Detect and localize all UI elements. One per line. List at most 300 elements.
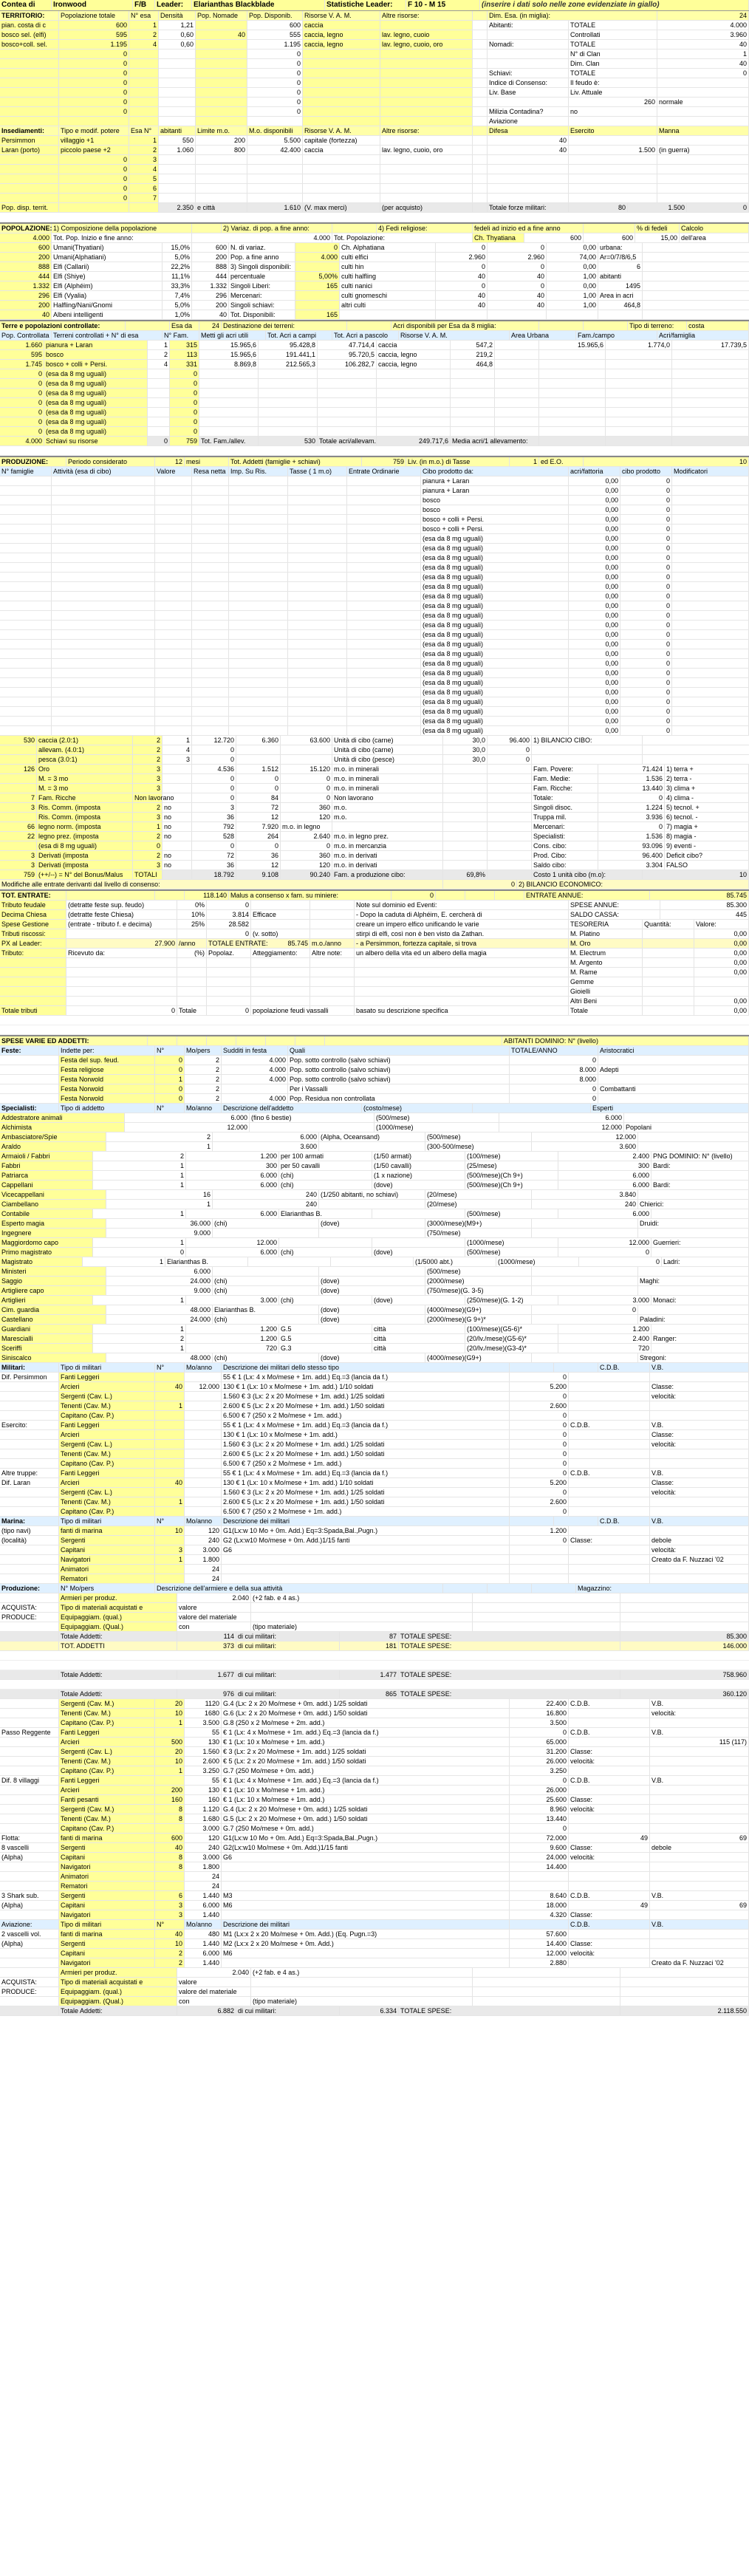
- cell[interactable]: [196, 78, 247, 87]
- cell[interactable]: [380, 21, 473, 30]
- cell[interactable]: [155, 1411, 185, 1420]
- cell[interactable]: 66: [0, 822, 37, 831]
- cell[interactable]: (esa da 8 mg uguali): [44, 369, 148, 378]
- cell[interactable]: [155, 1373, 185, 1381]
- cell: [473, 1997, 620, 2006]
- cell[interactable]: (esa da 8 mg uguali): [44, 389, 148, 397]
- cell[interactable]: 8: [155, 1814, 185, 1823]
- cell[interactable]: [303, 69, 380, 78]
- cell[interactable]: [0, 88, 59, 97]
- sheet-row: [0, 1382, 749, 1392]
- cell[interactable]: [303, 107, 380, 116]
- cell[interactable]: [66, 968, 177, 977]
- cell[interactable]: piccolo paese +2: [59, 146, 129, 154]
- cell[interactable]: [155, 1507, 185, 1516]
- cell[interactable]: (%): [177, 949, 207, 957]
- cell[interactable]: 1.660: [0, 341, 44, 349]
- cell[interactable]: [380, 98, 473, 106]
- cell[interactable]: 0: [59, 155, 129, 164]
- cell[interactable]: 2: [106, 1132, 213, 1141]
- cell[interactable]: 1: [93, 1296, 186, 1305]
- cell[interactable]: Tipo di materiali acquistati e: [59, 1978, 177, 1986]
- cell[interactable]: [129, 49, 159, 58]
- cell[interactable]: (detratte feste Chiesa): [66, 910, 177, 919]
- cell[interactable]: 1: [155, 1075, 185, 1084]
- cell[interactable]: TOTALI: [133, 870, 163, 879]
- cell[interactable]: 1: [129, 136, 159, 145]
- cell: [539, 379, 606, 388]
- cell[interactable]: 1: [93, 1181, 186, 1189]
- cell[interactable]: caccia: [303, 21, 380, 30]
- cell[interactable]: 8: [155, 1862, 185, 1871]
- cell[interactable]: [129, 98, 159, 106]
- cell[interactable]: [0, 107, 59, 116]
- cell[interactable]: [380, 59, 473, 68]
- cell[interactable]: [0, 98, 59, 106]
- cell[interactable]: 444: [0, 272, 52, 281]
- cell[interactable]: [66, 987, 177, 996]
- cell[interactable]: Tipo di materiali acquistati e: [59, 1603, 177, 1612]
- cell[interactable]: 10: [155, 1709, 185, 1718]
- cell[interactable]: 48.000: [106, 1353, 213, 1362]
- cell[interactable]: /anno: [177, 939, 207, 948]
- cell[interactable]: [0, 165, 59, 174]
- cell[interactable]: 2: [93, 1152, 186, 1161]
- cell[interactable]: 1: [93, 1161, 186, 1170]
- cell[interactable]: Pop. disp. territ.: [0, 203, 59, 212]
- cell[interactable]: 2: [155, 1958, 185, 1967]
- cell[interactable]: bosco+coll. sel.: [0, 40, 59, 49]
- cell[interactable]: 4: [129, 165, 159, 174]
- cell[interactable]: 0: [59, 69, 129, 78]
- cell[interactable]: [129, 78, 159, 87]
- cell[interactable]: 200: [0, 253, 52, 262]
- cell[interactable]: 296: [0, 291, 52, 300]
- cell[interactable]: Armieri per produz.: [59, 1593, 177, 1602]
- cell[interactable]: 1: [83, 1257, 165, 1266]
- cell[interactable]: 40: [155, 1382, 185, 1391]
- cell[interactable]: [66, 977, 177, 986]
- cell[interactable]: villaggio +1: [59, 136, 129, 145]
- cell[interactable]: caccia, legno: [303, 40, 380, 49]
- cell[interactable]: [155, 1459, 185, 1468]
- cell[interactable]: [196, 117, 247, 126]
- cell[interactable]: 6: [155, 1891, 185, 1900]
- cell[interactable]: 40: [196, 30, 247, 39]
- cell[interactable]: 0: [170, 408, 199, 417]
- cell[interactable]: 0: [0, 389, 44, 397]
- cell[interactable]: 1: [155, 1718, 185, 1727]
- cell[interactable]: 1.745: [0, 360, 44, 369]
- cell[interactable]: [155, 1488, 185, 1497]
- cell[interactable]: 0: [155, 1065, 185, 1074]
- cell[interactable]: [0, 49, 59, 58]
- cell[interactable]: 12.000: [125, 1123, 250, 1132]
- cell[interactable]: 0: [0, 398, 44, 407]
- cell[interactable]: 0: [0, 427, 44, 436]
- cell[interactable]: 2: [133, 736, 163, 745]
- cell[interactable]: [0, 78, 59, 87]
- cell: [569, 1565, 650, 1574]
- blank-row: [0, 446, 749, 456]
- cell[interactable]: [155, 1872, 185, 1881]
- cell[interactable]: (esa da 8 mg uguali): [44, 379, 148, 388]
- cell[interactable]: [0, 59, 59, 68]
- cell[interactable]: 1: [155, 1401, 185, 1410]
- cell[interactable]: Ricevuto da:: [66, 949, 177, 957]
- cell[interactable]: 0: [170, 379, 199, 388]
- cell[interactable]: [66, 997, 177, 1005]
- cell[interactable]: 2: [133, 851, 163, 860]
- cell[interactable]: 3: [0, 803, 37, 812]
- cell[interactable]: [129, 117, 159, 126]
- cell[interactable]: 2: [133, 803, 163, 812]
- cell[interactable]: [0, 745, 37, 754]
- cell[interactable]: 1: [155, 1555, 185, 1564]
- cell[interactable]: [155, 1882, 185, 1890]
- cell[interactable]: 200: [155, 1786, 185, 1794]
- cell[interactable]: (esa da 8 mg uguali): [44, 398, 148, 407]
- cell[interactable]: 4: [129, 40, 159, 49]
- cell[interactable]: 3: [0, 861, 37, 870]
- cell[interactable]: bosco + colli + Persi.: [44, 360, 148, 369]
- cell[interactable]: [177, 929, 207, 938]
- cell[interactable]: [0, 174, 59, 183]
- cell[interactable]: 2: [133, 832, 163, 841]
- cell[interactable]: [155, 1536, 185, 1545]
- cell[interactable]: 2: [93, 1334, 186, 1343]
- cell[interactable]: 600: [0, 243, 52, 252]
- cell[interactable]: 600: [155, 1834, 185, 1842]
- cell[interactable]: 48.000: [106, 1305, 213, 1314]
- cell[interactable]: [196, 107, 247, 116]
- cell[interactable]: 1: [93, 1325, 186, 1333]
- cell[interactable]: 160: [155, 1795, 185, 1804]
- cell[interactable]: 0: [155, 1056, 185, 1065]
- cell[interactable]: 1: [155, 1766, 185, 1775]
- cell[interactable]: 10: [155, 1757, 185, 1766]
- cell[interactable]: [155, 1776, 185, 1785]
- cell[interactable]: 27.900: [66, 939, 177, 948]
- cell[interactable]: Equipaggiam. (Qual.): [59, 1997, 177, 2006]
- cell[interactable]: 6.000: [125, 1113, 250, 1122]
- cell: [672, 496, 749, 505]
- cell[interactable]: Totale: [177, 1006, 207, 1015]
- cell[interactable]: 40: [155, 1478, 185, 1487]
- cell[interactable]: [66, 958, 177, 967]
- cell[interactable]: lav. legno, cuoio: [380, 30, 473, 39]
- cell[interactable]: 0: [0, 408, 44, 417]
- cell[interactable]: [177, 987, 207, 996]
- cell[interactable]: 4.000: [0, 437, 44, 445]
- cell[interactable]: 3: [133, 774, 163, 783]
- cell[interactable]: [177, 997, 207, 1005]
- cell[interactable]: 3: [133, 813, 163, 821]
- cell[interactable]: [129, 69, 159, 78]
- cell[interactable]: 3: [0, 851, 37, 860]
- cell[interactable]: pianura + Laran: [44, 341, 148, 349]
- cell[interactable]: 0: [59, 88, 129, 97]
- cell[interactable]: 3: [133, 765, 163, 773]
- sheet-row: [0, 1325, 749, 1334]
- cell[interactable]: 1: [93, 1238, 186, 1247]
- cell[interactable]: 0: [93, 1248, 186, 1257]
- cell[interactable]: [155, 1574, 185, 1583]
- cell[interactable]: [66, 929, 177, 938]
- cell[interactable]: 6: [129, 184, 159, 193]
- cell[interactable]: 3: [129, 155, 159, 164]
- cell[interactable]: 1: [155, 1497, 185, 1506]
- cell[interactable]: 1.332: [0, 281, 52, 290]
- cell[interactable]: 10%: [177, 910, 207, 919]
- cell[interactable]: [177, 968, 207, 977]
- cell: [185, 1401, 222, 1410]
- cell[interactable]: [129, 107, 159, 116]
- cell[interactable]: 759: [0, 870, 37, 879]
- cell[interactable]: 0%: [177, 901, 207, 909]
- cell[interactable]: Persimmon: [0, 136, 59, 145]
- cell[interactable]: 24.000: [106, 1315, 213, 1324]
- cell[interactable]: 0: [59, 107, 129, 116]
- cell[interactable]: [155, 1440, 185, 1449]
- cell: 6.500 € 7 (250 x 2 Mo/mese + 1m. add.): [222, 1411, 510, 1420]
- cell[interactable]: 0: [170, 369, 199, 378]
- cell[interactable]: [380, 117, 473, 126]
- cell[interactable]: [196, 49, 247, 58]
- cell: [347, 688, 421, 697]
- cell[interactable]: [196, 21, 247, 30]
- cell[interactable]: [129, 88, 159, 97]
- cell[interactable]: [0, 155, 59, 164]
- cell: [319, 1267, 425, 1276]
- cell[interactable]: 24.000: [106, 1277, 213, 1285]
- cell[interactable]: 315: [170, 341, 199, 349]
- cell[interactable]: 113: [170, 350, 199, 359]
- cell: (esa da 8 mg uguali): [421, 697, 569, 706]
- cell[interactable]: 0: [59, 174, 129, 183]
- cell[interactable]: 0: [170, 417, 199, 426]
- cell[interactable]: 3: [155, 1901, 185, 1910]
- cell[interactable]: 9.000: [106, 1286, 213, 1295]
- cell: G.4 (Lx: 2 x 20 Mo/mese + 0m. add.) 1/25 soldati: [222, 1699, 510, 1708]
- cell[interactable]: [380, 49, 473, 58]
- cell[interactable]: [380, 107, 473, 116]
- cell[interactable]: [177, 958, 207, 967]
- cell[interactable]: 0: [59, 98, 129, 106]
- cell[interactable]: [129, 59, 159, 68]
- cell[interactable]: (esa da 8 mg uguali): [44, 408, 148, 417]
- cell[interactable]: 8: [155, 1853, 185, 1862]
- cell[interactable]: [0, 755, 37, 764]
- cell[interactable]: lav. legno, cuoio, oro: [380, 40, 473, 49]
- header-stat-value[interactable]: F 10 - M 15: [406, 0, 480, 10]
- cell[interactable]: 10: [155, 1939, 185, 1948]
- cell[interactable]: 0: [0, 379, 44, 388]
- cell[interactable]: 595: [0, 350, 44, 359]
- cell[interactable]: 1: [133, 822, 163, 831]
- cell: [355, 997, 569, 1005]
- cell[interactable]: 0: [170, 427, 199, 436]
- cell[interactable]: 888: [0, 262, 52, 271]
- cell[interactable]: [303, 117, 380, 126]
- cell: [473, 78, 488, 87]
- cell[interactable]: 1: [93, 1209, 186, 1218]
- cell[interactable]: pian. costa di c: [0, 21, 59, 30]
- cell[interactable]: [303, 88, 380, 97]
- cell[interactable]: 20: [155, 1699, 185, 1708]
- cell[interactable]: [0, 194, 59, 202]
- cell: Navigatori: [59, 1862, 155, 1871]
- cell: Ingegnere: [0, 1229, 106, 1237]
- cell[interactable]: 2: [129, 30, 159, 39]
- cell[interactable]: [177, 977, 207, 986]
- cell[interactable]: 0: [133, 841, 163, 850]
- header-contea-value[interactable]: Ironwood: [52, 0, 133, 10]
- cell[interactable]: 16: [106, 1190, 213, 1199]
- cell[interactable]: 0: [59, 78, 129, 87]
- cell[interactable]: 40: [155, 1843, 185, 1852]
- cell[interactable]: [196, 88, 247, 97]
- cell[interactable]: 2: [133, 745, 163, 754]
- cell[interactable]: [196, 98, 247, 106]
- cell[interactable]: [0, 841, 37, 850]
- cell[interactable]: 0: [59, 165, 129, 174]
- cell[interactable]: 2: [155, 1949, 185, 1958]
- cell[interactable]: 759: [170, 437, 199, 445]
- cell[interactable]: 1: [106, 1200, 213, 1209]
- cell[interactable]: 25%: [177, 920, 207, 929]
- cell[interactable]: 0: [170, 389, 199, 397]
- cell[interactable]: [155, 1565, 185, 1574]
- cell[interactable]: [155, 1430, 185, 1439]
- cell[interactable]: Armieri per produz.: [59, 1968, 177, 1977]
- cell[interactable]: 530: [0, 736, 37, 745]
- cell: 2.600 € 5 (Lx: 2 x 20 Mo/mese + 1m. add.) 1/50 soldati: [222, 1497, 510, 1506]
- cell[interactable]: [155, 1728, 185, 1737]
- cell[interactable]: 1: [93, 1344, 186, 1353]
- cell[interactable]: (esa da 8 mg uguali): [44, 417, 148, 426]
- cell[interactable]: bosco sel. (elfi): [0, 30, 59, 39]
- cell[interactable]: N°: [155, 1920, 185, 1929]
- cell[interactable]: [155, 1469, 185, 1477]
- cell[interactable]: [129, 203, 159, 212]
- cell[interactable]: 20: [155, 1747, 185, 1756]
- cell[interactable]: [0, 117, 59, 126]
- cell[interactable]: 0: [155, 1094, 185, 1103]
- cell[interactable]: caccia, legno: [303, 30, 380, 39]
- cell[interactable]: 0: [0, 369, 44, 378]
- header-leader-value[interactable]: Elarianthas Blackblade: [192, 0, 325, 10]
- sheet-row: [0, 534, 749, 544]
- cell[interactable]: 7: [0, 793, 37, 802]
- cell[interactable]: 1.195: [59, 40, 129, 49]
- cell[interactable]: [0, 813, 37, 821]
- cell[interactable]: 0: [59, 59, 129, 68]
- cell[interactable]: [0, 784, 37, 793]
- cell[interactable]: (detratte feste sup. feudo): [66, 901, 177, 909]
- cell[interactable]: Laran (porto): [0, 146, 59, 154]
- cell[interactable]: bosco: [44, 350, 148, 359]
- cell[interactable]: [196, 40, 247, 49]
- cell[interactable]: [59, 117, 129, 126]
- cell[interactable]: (esa da 8 mg uguali): [44, 427, 148, 436]
- cell[interactable]: 9.000: [106, 1229, 213, 1237]
- cell[interactable]: 0: [0, 417, 44, 426]
- cell[interactable]: 40: [155, 1930, 185, 1938]
- cell[interactable]: 0: [59, 49, 129, 58]
- cell[interactable]: 10: [155, 1526, 185, 1535]
- cell[interactable]: [380, 69, 473, 78]
- cell[interactable]: 8: [155, 1805, 185, 1814]
- cell[interactable]: 3: [155, 1910, 185, 1919]
- cell[interactable]: 0: [155, 1084, 185, 1093]
- cell[interactable]: 331: [170, 360, 199, 369]
- cell[interactable]: Equipaggiam. (Qual.): [59, 1622, 177, 1631]
- cell[interactable]: [380, 78, 473, 87]
- cell[interactable]: [155, 1449, 185, 1458]
- cell[interactable]: Equipaggiam. (qual.): [59, 1613, 177, 1622]
- cell: [310, 929, 355, 938]
- cell[interactable]: [196, 69, 247, 78]
- cell[interactable]: [303, 59, 380, 68]
- cell[interactable]: 0: [66, 1006, 177, 1015]
- cell: Sergenti: [59, 1843, 155, 1852]
- cell[interactable]: 3: [133, 784, 163, 793]
- cell[interactable]: 5: [129, 174, 159, 183]
- cell: [473, 184, 488, 193]
- cell[interactable]: [155, 1824, 185, 1833]
- cell[interactable]: 0: [59, 184, 129, 193]
- cell[interactable]: [0, 774, 37, 783]
- cell[interactable]: 1: [129, 21, 159, 30]
- cell[interactable]: 3: [133, 861, 163, 870]
- cell[interactable]: [303, 49, 380, 58]
- cell[interactable]: 3: [155, 1545, 185, 1554]
- cell[interactable]: 2: [133, 755, 163, 764]
- cell[interactable]: 7: [129, 194, 159, 202]
- cell[interactable]: (entrate - tributo f. e decima): [66, 920, 177, 929]
- cell[interactable]: [303, 78, 380, 87]
- cell[interactable]: [0, 69, 59, 78]
- cell[interactable]: [155, 1421, 185, 1429]
- cell[interactable]: 2: [129, 146, 159, 154]
- cell[interactable]: [59, 203, 129, 212]
- cell[interactable]: 600: [59, 21, 129, 30]
- cell[interactable]: Schiavi su risorse: [44, 437, 148, 445]
- cell[interactable]: 200: [0, 301, 52, 310]
- cell[interactable]: 500: [155, 1738, 185, 1746]
- cell[interactable]: [380, 88, 473, 97]
- cell[interactable]: 4.000: [0, 233, 52, 242]
- cell[interactable]: 0: [170, 398, 199, 407]
- cell[interactable]: 1: [106, 1142, 213, 1151]
- cell[interactable]: 36.000: [106, 1219, 213, 1228]
- cell[interactable]: 6.000: [106, 1267, 213, 1276]
- cell[interactable]: Equipaggiam. (qual.): [59, 1987, 177, 1996]
- cell[interactable]: 40: [0, 310, 52, 319]
- cell[interactable]: [196, 59, 247, 68]
- cell[interactable]: 22: [0, 832, 37, 841]
- cell: 40: [192, 310, 229, 319]
- cell[interactable]: [155, 1392, 185, 1401]
- cell[interactable]: 595: [59, 30, 129, 39]
- cell[interactable]: 0: [59, 194, 129, 202]
- cell[interactable]: Non lavorano: [134, 794, 174, 802]
- cell[interactable]: [0, 184, 59, 193]
- cell[interactable]: 126: [0, 765, 37, 773]
- cell[interactable]: 1: [93, 1171, 186, 1180]
- cell[interactable]: [303, 98, 380, 106]
